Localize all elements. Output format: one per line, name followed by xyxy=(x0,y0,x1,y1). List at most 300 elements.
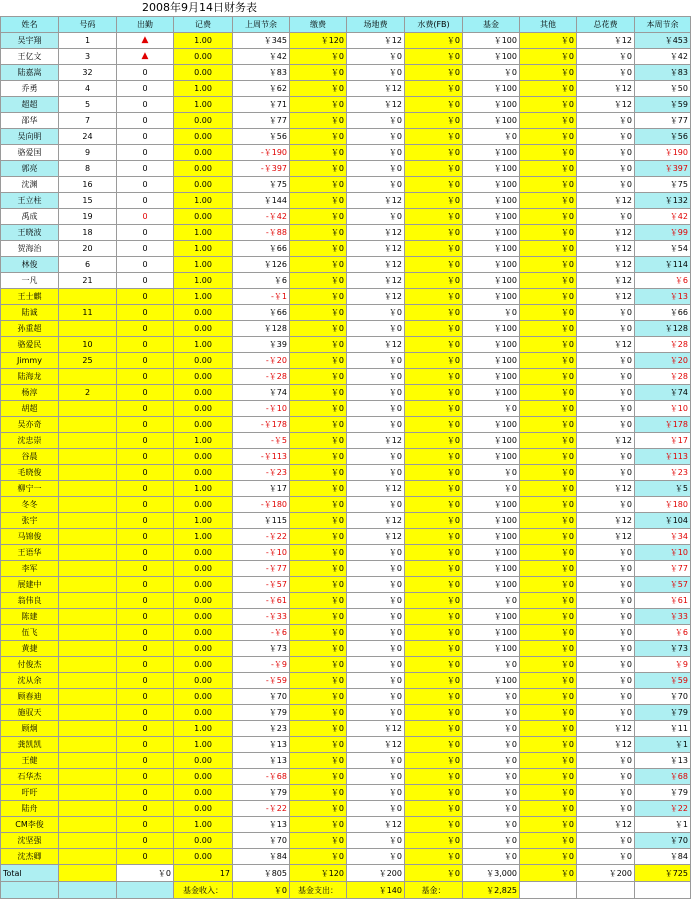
cell-attendance: 0 xyxy=(117,449,174,465)
cell-count: 1.00 xyxy=(174,289,233,305)
cell-water: ￥0 xyxy=(405,721,463,737)
cell-water: ￥0 xyxy=(405,209,463,225)
cell-name: 王立柱 xyxy=(1,193,59,209)
cell-fund: ￥100 xyxy=(463,369,520,385)
table-row xyxy=(1,337,691,353)
cell-other: ￥0 xyxy=(520,577,577,593)
cell-count: 0.00 xyxy=(174,65,233,81)
cell-venue: ￥12 xyxy=(347,737,405,753)
total-number xyxy=(59,865,117,882)
cell-fund: ￥100 xyxy=(463,81,520,97)
cell-fund: ￥100 xyxy=(463,561,520,577)
cell-other: ￥0 xyxy=(520,337,577,353)
cell-number xyxy=(59,289,117,305)
cell-name: 王健 xyxy=(1,753,59,769)
cell-payment: ￥0 xyxy=(290,81,347,97)
cell-last-week: ￥42 xyxy=(233,49,290,65)
cell-number xyxy=(59,609,117,625)
cell-last-week: ￥128 xyxy=(233,321,290,337)
cell-total-spend: ￥12 xyxy=(577,513,635,529)
cell-attendance: 0 xyxy=(117,177,174,193)
cell-last-week: ￥126 xyxy=(233,257,290,273)
total-venue: ￥200 xyxy=(347,865,405,882)
cell-name: 施驭天 xyxy=(1,705,59,721)
cell-last-week: ￥13 xyxy=(233,753,290,769)
cell-number: 3 xyxy=(59,49,117,65)
cell-payment: ￥0 xyxy=(290,673,347,689)
cell-attendance: 0 xyxy=(117,209,174,225)
cell-name: Jimmy xyxy=(1,353,59,369)
cell-count: 0.00 xyxy=(174,641,233,657)
cell-venue: ￥0 xyxy=(347,305,405,321)
cell-total-spend: ￥0 xyxy=(577,785,635,801)
cell-name: 沈从余 xyxy=(1,673,59,689)
cell-attendance: 0 xyxy=(117,801,174,817)
cell-name: 陆嘉嵩 xyxy=(1,65,59,81)
cell-other: ￥0 xyxy=(520,497,577,513)
cell-water: ￥0 xyxy=(405,289,463,305)
cell-venue: ￥12 xyxy=(347,721,405,737)
cell-fund: ￥100 xyxy=(463,113,520,129)
cell-number xyxy=(59,833,117,849)
cell-payment: ￥0 xyxy=(290,737,347,753)
cell-count: 1.00 xyxy=(174,257,233,273)
cell-number: 32 xyxy=(59,65,117,81)
table-row xyxy=(1,593,691,609)
cell-last-week: -￥10 xyxy=(233,545,290,561)
cell-fund: ￥100 xyxy=(463,97,520,113)
sheet-title: 2008年9月14日财务表 xyxy=(142,1,257,14)
table-row xyxy=(1,385,691,401)
table-row xyxy=(1,369,691,385)
cell-total-spend: ￥0 xyxy=(577,113,635,129)
header-col-count: 记费 xyxy=(174,17,233,33)
table-row xyxy=(1,785,691,801)
cell-fund: ￥100 xyxy=(463,385,520,401)
total-attendance: ￥0 xyxy=(117,865,174,882)
cell-this-week: ￥9 xyxy=(635,657,691,673)
cell-payment: ￥0 xyxy=(290,753,347,769)
cell-venue: ￥0 xyxy=(347,657,405,673)
table-row xyxy=(1,545,691,561)
cell-payment: ￥0 xyxy=(290,417,347,433)
cell-number: 15 xyxy=(59,193,117,209)
cell-payment: ￥0 xyxy=(290,433,347,449)
table-row xyxy=(1,417,691,433)
cell-total-spend: ￥12 xyxy=(577,193,635,209)
cell-other: ￥0 xyxy=(520,721,577,737)
table-row xyxy=(1,817,691,833)
cell-fund: ￥0 xyxy=(463,305,520,321)
total-fund: ￥3,000 xyxy=(463,865,520,882)
cell-payment: ￥0 xyxy=(290,289,347,305)
cell-last-week: ￥115 xyxy=(233,513,290,529)
cell-name: 马锦俊 xyxy=(1,529,59,545)
cell-payment: ￥0 xyxy=(290,177,347,193)
table-row xyxy=(1,65,691,81)
cell-water: ￥0 xyxy=(405,177,463,193)
cell-count: 0.00 xyxy=(174,833,233,849)
cell-payment: ￥0 xyxy=(290,657,347,673)
cell-fund: ￥0 xyxy=(463,801,520,817)
cell-number xyxy=(59,769,117,785)
cell-payment: ￥0 xyxy=(290,769,347,785)
cell-number: 4 xyxy=(59,81,117,97)
cell-this-week: ￥10 xyxy=(635,545,691,561)
cell-this-week: ￥77 xyxy=(635,561,691,577)
cell-attendance: 0 xyxy=(117,513,174,529)
cell-payment: ￥0 xyxy=(290,241,347,257)
cell-count: 0.00 xyxy=(174,689,233,705)
cell-other: ￥0 xyxy=(520,305,577,321)
cell-name: 王语华 xyxy=(1,545,59,561)
cell-name: 沈忠崇 xyxy=(1,433,59,449)
cell-last-week: ￥77 xyxy=(233,113,290,129)
cell-number xyxy=(59,849,117,865)
cell-this-week: ￥66 xyxy=(635,305,691,321)
cell-count: 1.00 xyxy=(174,337,233,353)
cell-this-week: ￥17 xyxy=(635,433,691,449)
cell-water: ￥0 xyxy=(405,513,463,529)
cell-name: 翁伟良 xyxy=(1,593,59,609)
cell-last-week: -￥9 xyxy=(233,657,290,673)
cell-number xyxy=(59,433,117,449)
cell-fund: ￥100 xyxy=(463,513,520,529)
cell-last-week: -￥22 xyxy=(233,529,290,545)
cell-other: ￥0 xyxy=(520,385,577,401)
cell-venue: ￥12 xyxy=(347,257,405,273)
cell-count: 0.00 xyxy=(174,385,233,401)
cell-water: ￥0 xyxy=(405,849,463,865)
cell-last-week: ￥66 xyxy=(233,241,290,257)
cell-last-week: ￥13 xyxy=(233,737,290,753)
cell-other: ￥0 xyxy=(520,193,577,209)
cell-payment: ￥0 xyxy=(290,385,347,401)
cell-fund: ￥100 xyxy=(463,209,520,225)
cell-attendance: 0 xyxy=(117,433,174,449)
cell-number: 5 xyxy=(59,97,117,113)
cell-other: ￥0 xyxy=(520,817,577,833)
cell-last-week: ￥74 xyxy=(233,385,290,401)
cell-name: 张宇 xyxy=(1,513,59,529)
cell-venue: ￥0 xyxy=(347,209,405,225)
cell-fund: ￥100 xyxy=(463,353,520,369)
cell-fund: ￥100 xyxy=(463,321,520,337)
cell-this-week: ￥79 xyxy=(635,705,691,721)
cell-total-spend: ￥0 xyxy=(577,641,635,657)
cell-other: ￥0 xyxy=(520,417,577,433)
cell-other: ￥0 xyxy=(520,97,577,113)
cell-name: 吴向明 xyxy=(1,129,59,145)
cell-attendance: 0 xyxy=(117,385,174,401)
cell-last-week: -￥77 xyxy=(233,561,290,577)
cell-other: ￥0 xyxy=(520,113,577,129)
total-other: ￥0 xyxy=(520,865,577,882)
cell-number xyxy=(59,561,117,577)
cell-attendance: 0 xyxy=(117,97,174,113)
cell-number xyxy=(59,369,117,385)
cell-venue: ￥12 xyxy=(347,817,405,833)
cell-number: 25 xyxy=(59,353,117,369)
cell-count: 0.00 xyxy=(174,577,233,593)
table-row xyxy=(1,577,691,593)
cell-count: 0.00 xyxy=(174,753,233,769)
cell-number xyxy=(59,817,117,833)
cell-fund: ￥0 xyxy=(463,833,520,849)
cell-count: 1.00 xyxy=(174,225,233,241)
cell-this-week: ￥33 xyxy=(635,609,691,625)
cell-this-week: ￥180 xyxy=(635,497,691,513)
table-row xyxy=(1,673,691,689)
cell-venue: ￥0 xyxy=(347,161,405,177)
header-col-fund: 基金 xyxy=(463,17,520,33)
cell-count: 0.00 xyxy=(174,657,233,673)
cell-venue: ￥0 xyxy=(347,705,405,721)
cell-fund: ￥100 xyxy=(463,177,520,193)
cell-water: ￥0 xyxy=(405,433,463,449)
table-row xyxy=(1,769,691,785)
cell-count: 0.00 xyxy=(174,177,233,193)
cell-payment: ￥0 xyxy=(290,801,347,817)
table-row xyxy=(1,705,691,721)
cell-other: ￥0 xyxy=(520,81,577,97)
cell-last-week: ￥6 xyxy=(233,273,290,289)
cell-last-week: ￥39 xyxy=(233,337,290,353)
cell-total-spend: ￥12 xyxy=(577,481,635,497)
cell-water: ￥0 xyxy=(405,449,463,465)
cell-name: 王亿文 xyxy=(1,49,59,65)
cell-number xyxy=(59,497,117,513)
cell-count: 1.00 xyxy=(174,97,233,113)
cell-number xyxy=(59,449,117,465)
cell-venue: ￥0 xyxy=(347,785,405,801)
cell-number: 11 xyxy=(59,305,117,321)
cell-total-spend: ￥0 xyxy=(577,497,635,513)
cell-this-week: ￥132 xyxy=(635,193,691,209)
cell-fund: ￥0 xyxy=(463,721,520,737)
table-row xyxy=(1,353,691,369)
summary-spacer xyxy=(117,882,174,899)
table-row xyxy=(1,433,691,449)
cell-count: 0.00 xyxy=(174,801,233,817)
cell-count: 1.00 xyxy=(174,721,233,737)
cell-this-week: ￥59 xyxy=(635,97,691,113)
cell-fund: ￥100 xyxy=(463,577,520,593)
cell-total-spend: ￥0 xyxy=(577,769,635,785)
cell-fund: ￥100 xyxy=(463,529,520,545)
cell-water: ￥0 xyxy=(405,65,463,81)
cell-this-week: ￥70 xyxy=(635,833,691,849)
cell-other: ￥0 xyxy=(520,513,577,529)
cell-this-week: ￥56 xyxy=(635,129,691,145)
cell-number xyxy=(59,481,117,497)
cell-last-week: ￥84 xyxy=(233,849,290,865)
table-row xyxy=(1,657,691,673)
cell-name: 邵华 xyxy=(1,113,59,129)
cell-number xyxy=(59,801,117,817)
cell-water: ￥0 xyxy=(405,193,463,209)
cell-number xyxy=(59,721,117,737)
cell-fund: ￥100 xyxy=(463,609,520,625)
cell-water: ￥0 xyxy=(405,273,463,289)
cell-name: 吴宇翔 xyxy=(1,33,59,49)
cell-water: ￥0 xyxy=(405,753,463,769)
cell-name: 谷晨 xyxy=(1,449,59,465)
cell-name: 吁吁 xyxy=(1,785,59,801)
cell-total-spend: ￥0 xyxy=(577,849,635,865)
cell-payment: ￥0 xyxy=(290,545,347,561)
table-row xyxy=(1,609,691,625)
cell-last-week: -￥22 xyxy=(233,801,290,817)
cell-this-week: ￥83 xyxy=(635,65,691,81)
cell-number: 7 xyxy=(59,113,117,129)
cell-last-week: -￥33 xyxy=(233,609,290,625)
cell-other: ￥0 xyxy=(520,529,577,545)
cell-number: 16 xyxy=(59,177,117,193)
cell-attendance: 0 xyxy=(117,81,174,97)
cell-name: 乔勇 xyxy=(1,81,59,97)
cell-number: 2 xyxy=(59,385,117,401)
cell-total-spend: ￥12 xyxy=(577,97,635,113)
cell-water: ￥0 xyxy=(405,497,463,513)
cell-number xyxy=(59,689,117,705)
cell-payment: ￥0 xyxy=(290,321,347,337)
cell-payment: ￥0 xyxy=(290,465,347,481)
cell-total-spend: ￥0 xyxy=(577,145,635,161)
cell-name: 冬冬 xyxy=(1,497,59,513)
fund-balance-value: ￥2,825 xyxy=(463,882,520,899)
cell-number xyxy=(59,321,117,337)
cell-fund: ￥100 xyxy=(463,673,520,689)
cell-total-spend: ￥12 xyxy=(577,81,635,97)
table-row xyxy=(1,401,691,417)
cell-water: ￥0 xyxy=(405,481,463,497)
cell-attendance: 0 xyxy=(117,161,174,177)
cell-number: 6 xyxy=(59,257,117,273)
cell-this-week: ￥74 xyxy=(635,385,691,401)
cell-fund: ￥0 xyxy=(463,817,520,833)
cell-venue: ￥0 xyxy=(347,417,405,433)
cell-total-spend: ￥0 xyxy=(577,625,635,641)
cell-number xyxy=(59,545,117,561)
cell-this-week: ￥77 xyxy=(635,113,691,129)
cell-this-week: ￥73 xyxy=(635,641,691,657)
cell-count: 0.00 xyxy=(174,129,233,145)
cell-number: 18 xyxy=(59,225,117,241)
cell-venue: ￥0 xyxy=(347,561,405,577)
cell-payment: ￥0 xyxy=(290,337,347,353)
fund-income-value: ￥0 xyxy=(233,882,290,899)
cell-payment: ￥0 xyxy=(290,641,347,657)
cell-number: 1 xyxy=(59,33,117,49)
cell-last-week: -￥5 xyxy=(233,433,290,449)
table-row xyxy=(1,81,691,97)
cell-count: 1.00 xyxy=(174,529,233,545)
cell-name: 一凡 xyxy=(1,273,59,289)
cell-payment: ￥0 xyxy=(290,257,347,273)
cell-payment: ￥0 xyxy=(290,849,347,865)
cell-total-spend: ￥0 xyxy=(577,465,635,481)
cell-fund: ￥100 xyxy=(463,497,520,513)
cell-venue: ￥0 xyxy=(347,609,405,625)
cell-water: ￥0 xyxy=(405,689,463,705)
cell-total-spend: ￥0 xyxy=(577,65,635,81)
cell-this-week: ￥113 xyxy=(635,449,691,465)
cell-attendance: 0 xyxy=(117,753,174,769)
cell-payment: ￥0 xyxy=(290,497,347,513)
header-col-total-spend: 总花费 xyxy=(577,17,635,33)
cell-number: 21 xyxy=(59,273,117,289)
cell-payment: ￥0 xyxy=(290,305,347,321)
cell-other: ￥0 xyxy=(520,145,577,161)
table-row xyxy=(1,721,691,737)
cell-payment: ￥0 xyxy=(290,129,347,145)
cell-venue: ￥0 xyxy=(347,321,405,337)
cell-venue: ￥0 xyxy=(347,497,405,513)
cell-other: ￥0 xyxy=(520,273,577,289)
cell-attendance: 0 xyxy=(117,769,174,785)
cell-count: 0.00 xyxy=(174,321,233,337)
cell-attendance: 0 xyxy=(117,817,174,833)
cell-number xyxy=(59,641,117,657)
cell-attendance: 0 xyxy=(117,577,174,593)
cell-total-spend: ￥0 xyxy=(577,545,635,561)
cell-this-week: ￥114 xyxy=(635,257,691,273)
cell-venue: ￥0 xyxy=(347,593,405,609)
header-col-attendance: 出勤 xyxy=(117,17,174,33)
cell-attendance: 0 xyxy=(117,417,174,433)
cell-last-week: ￥75 xyxy=(233,177,290,193)
cell-count: 1.00 xyxy=(174,513,233,529)
cell-water: ￥0 xyxy=(405,769,463,785)
cell-payment: ￥0 xyxy=(290,689,347,705)
cell-this-week: ￥178 xyxy=(635,417,691,433)
cell-name: 顾炯 xyxy=(1,721,59,737)
cell-venue: ￥12 xyxy=(347,513,405,529)
summary-spacer xyxy=(635,882,691,899)
cell-last-week: ￥144 xyxy=(233,193,290,209)
table-row xyxy=(1,753,691,769)
cell-last-week: ￥83 xyxy=(233,65,290,81)
cell-total-spend: ￥0 xyxy=(577,801,635,817)
cell-last-week: ￥66 xyxy=(233,305,290,321)
cell-fund: ￥100 xyxy=(463,449,520,465)
cell-fund: ￥0 xyxy=(463,65,520,81)
cell-this-week: ￥28 xyxy=(635,369,691,385)
cell-attendance: 0 xyxy=(117,689,174,705)
cell-venue: ￥0 xyxy=(347,833,405,849)
cell-venue: ￥0 xyxy=(347,545,405,561)
cell-attendance: 0 xyxy=(117,401,174,417)
cell-attendance: 0 xyxy=(117,193,174,209)
cell-this-week: ￥22 xyxy=(635,801,691,817)
cell-total-spend: ￥0 xyxy=(577,577,635,593)
cell-count: 0.00 xyxy=(174,353,233,369)
cell-payment: ￥0 xyxy=(290,625,347,641)
cell-last-week: ￥56 xyxy=(233,129,290,145)
cell-name: 沈渊 xyxy=(1,177,59,193)
table-row xyxy=(1,849,691,865)
cell-payment: ￥0 xyxy=(290,225,347,241)
cell-other: ￥0 xyxy=(520,593,577,609)
cell-name: 石华杰 xyxy=(1,769,59,785)
cell-last-week: -￥42 xyxy=(233,209,290,225)
cell-this-week: ￥50 xyxy=(635,81,691,97)
cell-venue: ￥0 xyxy=(347,353,405,369)
cell-fund: ￥100 xyxy=(463,545,520,561)
cell-number xyxy=(59,673,117,689)
cell-last-week: -￥6 xyxy=(233,625,290,641)
